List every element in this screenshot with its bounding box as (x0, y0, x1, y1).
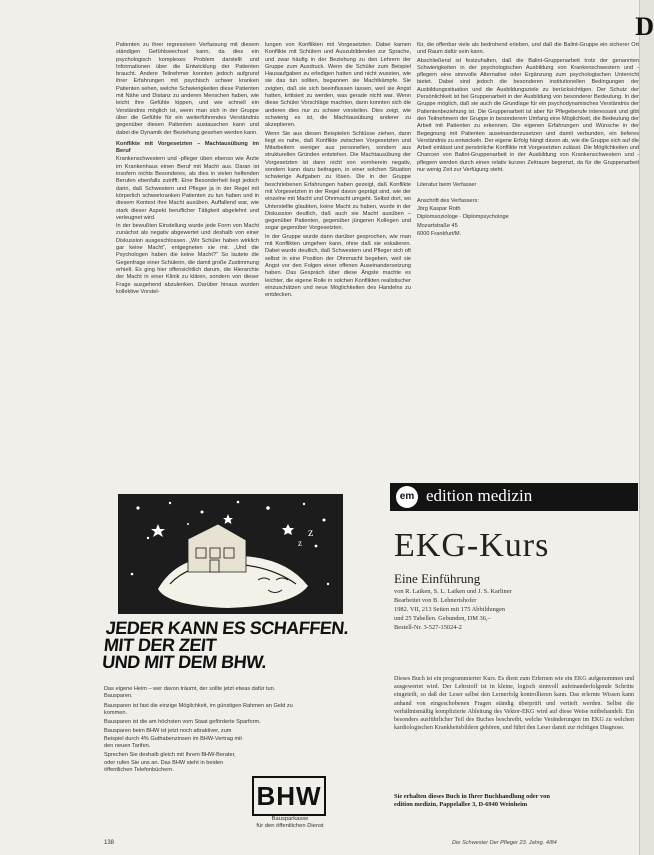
slogan-line: UND MIT DEM BHW. (101, 652, 268, 672)
paragraph: für, die offenbar viele als bedrohend erleben, und daß die Balint-Gruppe ein sicherer Ort und Raum dafür sein kann. (417, 42, 639, 56)
publisher-banner (390, 483, 638, 511)
bhw-ad-copy (104, 686, 294, 776)
book-description: Dieses Buch ist ein programmierter Kurs. Es dient zum Erlernen wie ein EKG aufgenommen und ausgewertet wird. Der Lehrstoff ist in kleine, logisch sinnvoll aufeinanderfolgende Schritte eingeteilt, so daß der Leser selbst den Lernerfolg kontrollieren kann. Das erlernte Wissen kann anhand von eingeschobenen Fragen ständig überprüft und vertieft werden. Selbst die verhältnismäßig komplizierte Ableitung des Vektor-EKG wird auf diese Weise mitbehandelt. Ein besonders ausführlicher Teil des Buches beschreibt, welche Veränderungen im EKG zu welchen kardiologischen Krankheitsbildern gehören, und führt den Leser damit zur richtigen Diagnose. (394, 676, 634, 732)
order-line: Sie erhalten dieses Buch in Ihrer Buchhandlung oder von (394, 793, 550, 800)
ad-paragraph: Bausparen beim BHW ist jetzt noch attraktiver, zum Beispiel durch 4% Guthabenzinsen im BHW-Vertrag mit den neuen Tarifen. (104, 728, 242, 750)
ad-paragraph: Das eigene Heim – wer davon träumt, der sollte jetzt etwas dafür tun. Bausparen. (104, 686, 276, 700)
address-label: Anschrift des Verfassers: (417, 197, 479, 204)
sleeping-moon-house-illustration (118, 494, 343, 614)
order-line: edition medizin, Pappelallee 3, D-6940 Weinheim (394, 801, 528, 809)
caption-line: für den öffentlichen Dienst (256, 823, 324, 829)
detail-line: von R. Laiken, S. L. Laiken und J. S. Karliner (394, 588, 512, 595)
article-column-1 (116, 42, 259, 479)
address-line: Jörg Kaspar Roth (417, 205, 461, 212)
night-sky-illustration (118, 494, 343, 614)
section-heading: Konflikte mit Vorgesetzten – Machtausübung im Beruf (116, 140, 259, 155)
ad-paragraph: Bausparen ist die am höchsten vom Staat geförderte Sparform. (104, 719, 261, 726)
book-subtitle: Eine Einführung (394, 571, 481, 586)
svg-text:z: z (298, 538, 302, 548)
page-number: 138 (104, 840, 115, 846)
paragraph: Abschließend ist festzuhalten, daß die Balint-Gruppenarbeit trotz der genannten Schwierigkeiten in der psychologischen Ausbildung von Krankenschwestern und -pflegern eine sinnvolle Alternative oder Ergänzung zum psychologischen Unterricht bietet. Dabei sind jedoch die besonderen institutionellen Bedingungen der Ausbildungssituation und die Ausbildungsziele zu berücksichtigen. Der Schutz der Persönlichkeit ist bei Gruppenarbeit in der Ausbildung von besonderer Bedeutung. In der Gruppe möglich, daß sie auch die Grundlage für ein psychodynamisches Verständnis der Patientenbeziehung ist. Die Gruppenarbeit ist aber für Pflegeberufe interessant und gibt den Teilnehmern der Gruppe in besonderem Umfang eine Möglichkeit, die Bedeutung der Arbeit mit Patienten zu erkennen. Die eigenen Erfahrungen und Wünsche in der Begegnung mit Patienten auseinanderzusetzen und damit verbunden, ein tieferes Verständnis zu entwickeln. Der eigene Erfolg hängt davon ab, wie die Gruppe sich auf die Arbeit einlässt und persönliche Konflikte mit Vorgesetzten zulässt. Die Möglichkeiten und Chancen von Balint-Gruppenarbeit in der Ausbildung von Krankenschwestern und -pflegern werden durch einen relativ kurzen Zeitraum begrenzt, da für die Gruppenarbeit nur wenig Zeit zur Verfügung steht. (417, 57, 639, 174)
bhw-advertisement (101, 494, 364, 839)
article-column-2 (265, 42, 411, 479)
ad-paragraph: Bausparen ist fast die einzige Möglichkeit, im günstigen Rahmen an Geld zu kommen. (104, 702, 293, 716)
paragraph: lungen von Konflikten mit Vorgesetzten. Dabei kamen Konflikte mit Schülern und Auszubildenden zur Sprache, und zwar häufig in der Beziehung zu den Lehrern der Gruppe zum Ausdruck. Wenn die Schüler zum Beispiel Hausaufgaben zu erledigen hatten und nicht wussten, wie sie das tun sollten, begannen sie Machtkämpfe. Sie zeigten, daß sie sich beeinflussen lassen, weil sie Angst hatten, kritisiert zu werden, was gerade nicht war. Wenn diese Schüler Vorschläge machten, dann konnten sich die anderen dies nur zu schwer vorstellen. Dies zeigt, wie schwierig es ist, die Machtausübung anderer zu akzeptieren. (265, 42, 411, 129)
running-footer: Die Schwester Der Pfleger 23. Jahrg. 4/84 (452, 840, 557, 846)
bhw-logo: BHW (252, 776, 326, 816)
address-line: 6000 Frankfurt/M. (417, 230, 462, 237)
ad-paragraph: Sprechen Sie deshalb gleich mit Ihrem BHW-Berater, oder rufen Sie uns an. Das BHW steht in beiden öffentlichen Telefonbüchern. (104, 752, 236, 773)
address-line: Mozartstraße 45 (417, 222, 458, 229)
detail-line: 1982. VII, 213 Seiten mit 175 Abbildungen (394, 606, 506, 613)
edition-medizin-advertisement (390, 483, 642, 828)
bhw-caption (240, 816, 340, 830)
order-info (394, 793, 634, 810)
margin-letter: D (635, 12, 654, 41)
svg-text:z: z (308, 525, 314, 539)
article-column-3 (417, 42, 639, 479)
caption-line: Bausparkasse (271, 816, 309, 822)
publisher-logo-icon: em (396, 486, 418, 508)
address-line: Diplomsoziologe · Diplompsychologe (417, 214, 509, 221)
detail-line: und 25 Tabellen. Gebunden, DM 36,– (394, 615, 491, 622)
paragraph: Wenn Sie aus diesen Beispielen Schlüsse ziehen, dann liegt es nahe, daß Konflikte zwischen Vorgesetzten und Mitarbeitern weniger aus personellen, sondern aus strukturellen Gründen entstehen. Die Machtausübung der Vorgesetzten ist dann nicht von vornherein negativ, sondern kann dazu beitragen, in einer solchen Situation schwierige Aufgaben zu lösen. Die in der Gruppe beschriebenen Erfahrungen haben gezeigt, daß Konflikte mit Vorgesetzten in der Regel davon geprägt sind, wie der einzelne mit Macht und Ohnmacht umgeht. Selbst dort, wo Unterstellte glaubten, keine Macht zu haben, wurde in der Diskussion deutlich, daß auch sie Macht ausüben – gegenüber Patienten, gegenüber jüngeren Kollegen und sogar gegenüber Vorgesetzten. (265, 130, 411, 232)
slogan-line: MIT DER ZEIT (103, 635, 218, 655)
detail-line: Bearbeitet von B. Lehnertshofer (394, 597, 477, 604)
book-details (394, 587, 634, 632)
slogan-line: JEDER KANN ES SCHAFFEN. (104, 618, 350, 638)
literature-note: Literatur beim Verfasser (417, 182, 477, 189)
book-title: EKG-Kurs (394, 527, 550, 564)
paragraph: In der bewußten Einstellung wurde jede Form von Macht zunächst als negativ abgewertet und deshalb von einer Diskussion ausgeschlossen. „Wir Schüler haben wirklich gar keine Macht“, entgegneten sie mir. „Und die Psychologen haben die keine Macht?“ So lautete die Gegenfrage einer Schülerin, die damit große Zustimmung erhielt. Es ging hier offensichtlich darum, die Hierarchie der Macht in einer Klinik zu klären, sondern von dieser Frage ausgehend abzulenken. Darüber hinaus wurden kollektive Vorstel- (116, 223, 259, 295)
detail-line: Bestell-Nr. 3-527-15024-2 (394, 624, 462, 631)
bhw-slogan (101, 620, 366, 671)
paragraph: Krankenschwestern und -pfleger üben ebenso wie Ärzte im Krankenhaus einen Beruf mit Macht aus. Daran ist insofern nichts Besonderes, als dies in vielen helfenden Berufen ebenfalls zutrifft. Eine Besonderheit liegt jedoch darin, daß Schwestern und Pfleger ja in der Regel mit körperlich schwerkranken Patienten zu tun haben und in diesem Kontext ihre Macht ausüben. Auffallend war, wie stark dieser Aspekt beruflicher Tätigkeit abgelehnt und verleugnet wird. (116, 156, 259, 221)
paragraph: Patienten zu ihrer regressiven Verfassung mit diesem ständigen Gefühlswechsel kann, da dies ein psychologisch komplexes Problem darstellt und Informationen über die Entwicklung der Patienten braucht. Andere Teilnehmer konnten jedoch aufgrund ihrer Erfahrungen mit psychisch schwer kranken Patienten sehen, welche Schwierigkeiten diese Patienten mit Nähe und Distanz zu anderen Menschen haben, wie leicht ihre Gefühle kippen, und wie schnell ein Verständnis möglich ist, wenn man sich in der Gruppe über die Gefühle für ein weiterführendes Verständnis gegenüber diesen Patienten austauschen kann und dabei die Dynamik der Beziehung gesehen werden kann. (116, 42, 259, 136)
paragraph: In der Gruppe wurde dann darüber gesprochen, wie man mit Konflikten umgehen kann, ohne daß sie eskalieren. Dabei wurde deutlich, daß Schwestern und Pfleger sich oft selbst in eine Position der Ohnmacht begeben, weil sie Angst vor den Folgen einer offenen Auseinandersetzung haben. Das Gespräch über diese Ängste machte es leichter, die eigene Rolle in solchen Konflikten realistischer einzuschätzen und neue Möglichkeiten des Handelns zu entdecken. (265, 233, 411, 299)
publisher-name: edition medizin (426, 486, 533, 505)
